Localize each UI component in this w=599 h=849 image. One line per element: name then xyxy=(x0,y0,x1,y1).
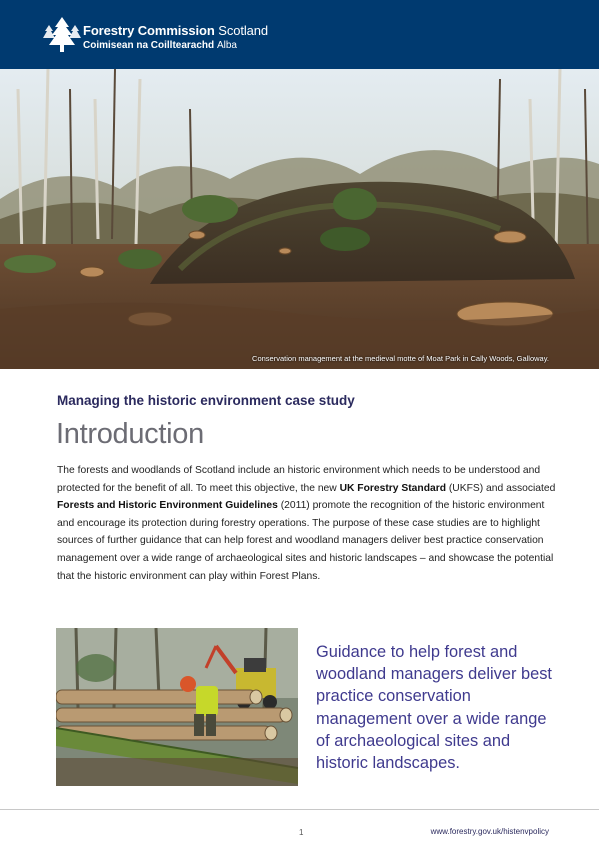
page-title: Introduction xyxy=(56,418,204,450)
guidelines-title: Forests and Historic Environment Guidelines xyxy=(57,500,278,512)
timber-harvest-illustration xyxy=(56,628,298,786)
ukfs-title: UK Forestry Standard xyxy=(339,482,447,494)
org-gaelic-light: Alba xyxy=(216,40,237,51)
intro-text-1: The forests and woodlands of Scotland include an historic environment which needs to be understood and protected for the benefit of all. To meet this objective, the new xyxy=(57,465,541,494)
hero-photo xyxy=(0,69,599,369)
org-name-light: Scotland xyxy=(218,23,269,38)
tree-logo-icon xyxy=(42,15,82,55)
page-number: 1 xyxy=(299,828,304,837)
org-name-gaelic xyxy=(83,40,237,51)
woodland-motte-illustration xyxy=(0,69,599,369)
case-study-kicker: Managing the historic environment case study xyxy=(57,393,355,408)
intro-text-3: (2011) promote the recognition of the historic environment and encourage its protection during forestry operations. The purpose of these case studies are to highlight sources of further guidance that can help forest and woodland managers deliver best practice conservation management over a wide range of archaeological sites and historic landscapes – and showcase the potential that the historic environment can play within Forest Plans. xyxy=(57,500,554,582)
intro-text-2: (UKFS) and associated xyxy=(446,482,556,494)
forestry-work-photo xyxy=(56,628,298,786)
org-name-bold: Forestry Commission xyxy=(83,23,215,38)
footer-url-link[interactable]: www.forestry.gov.uk/histenvpolicy xyxy=(430,827,549,836)
footer-divider xyxy=(0,809,599,810)
org-name xyxy=(83,23,268,38)
pull-quote: Guidance to help forest and woodland managers deliver best practice conservation management over a wide range of archaeological sites and historic landscapes. xyxy=(316,643,552,773)
intro-paragraph xyxy=(57,462,557,585)
org-gaelic-bold: Coimisean na Coilltearachd xyxy=(83,40,215,51)
hero-caption: Conservation management at the medieval motte of Moat Park in Cally Woods, Galloway. xyxy=(252,354,549,363)
header-banner xyxy=(0,0,599,69)
